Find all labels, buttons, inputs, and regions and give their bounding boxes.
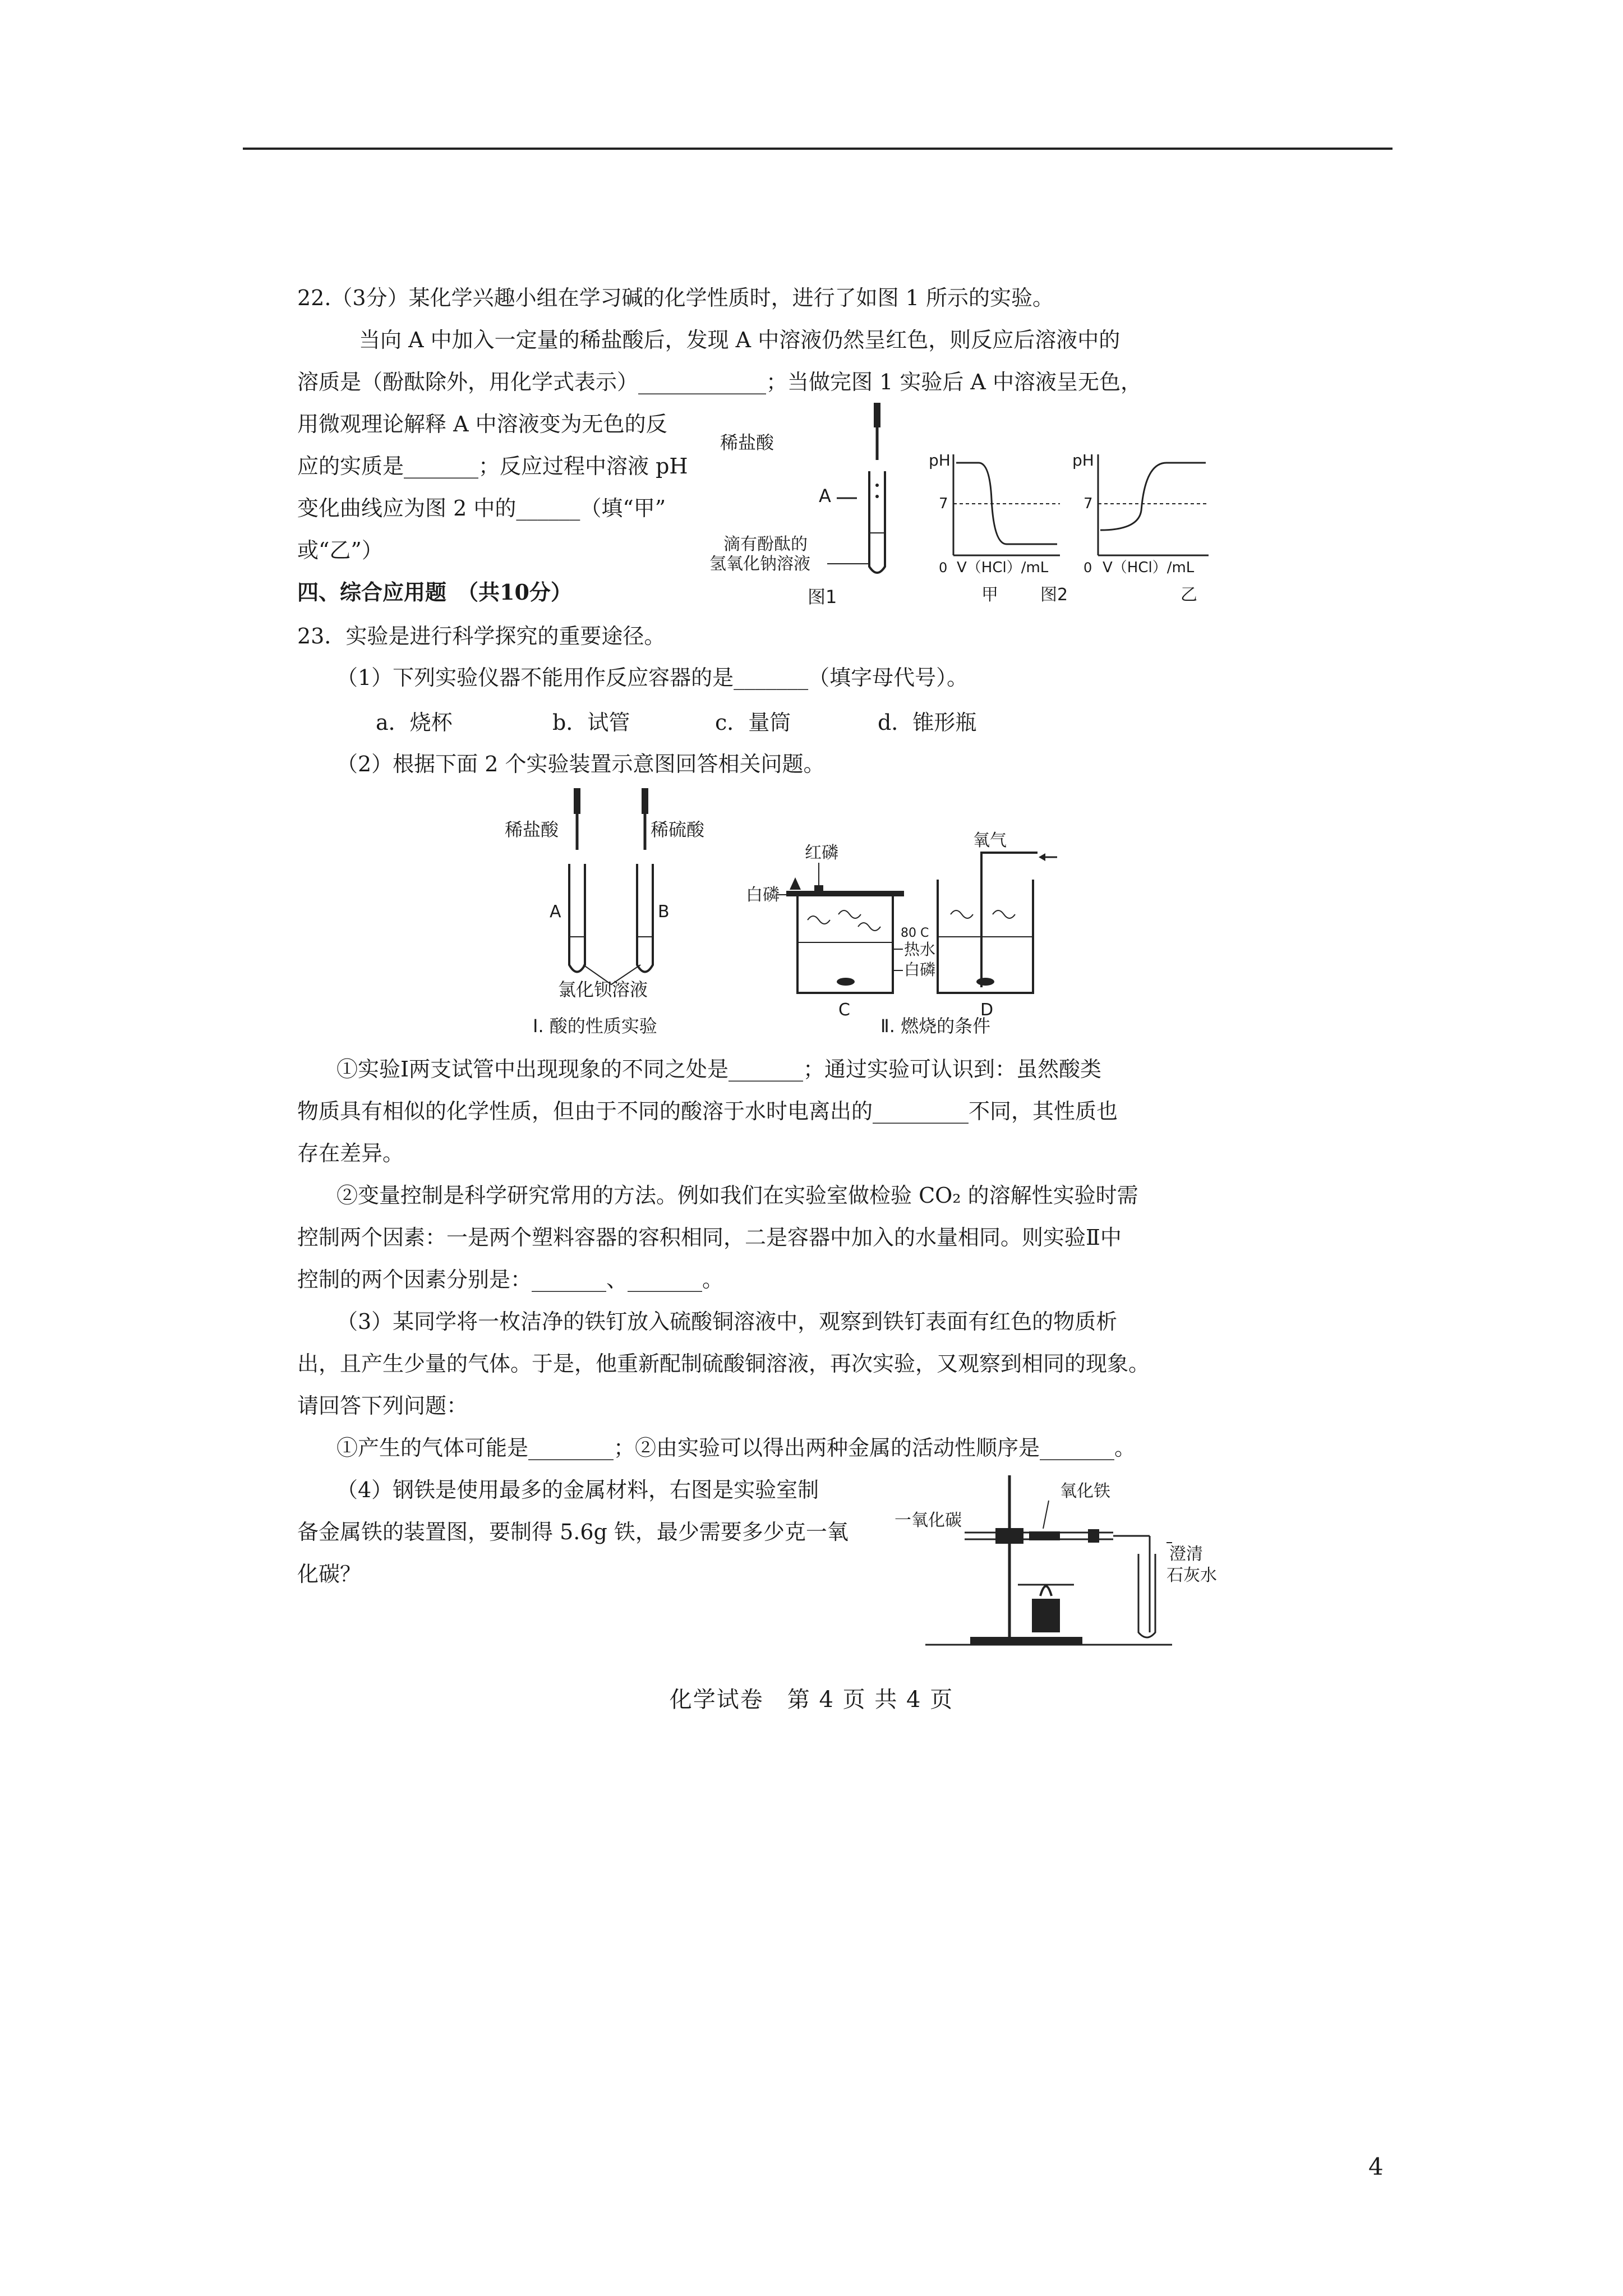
exp2-hot-water: 热水: [904, 940, 936, 959]
header-rule: [243, 148, 1393, 150]
q23-part-3-line-1: （3）某同学将一枚洁净的铁钉放入硫酸铜溶液中，观察到铁钉表面有红色的物质析: [336, 1309, 1118, 1334]
q23-part-1: （1）下列实验仪器不能用作反应容器的是_______（填字母代号）。: [336, 665, 969, 690]
exp1-acid-1: 稀盐酸: [505, 819, 559, 840]
q23-part-4-line-3: 化碳？: [297, 1562, 362, 1586]
q23-sub-2-line-2: 控制两个因素：一是两个塑料容器的容积相同，二是容器中加入的水量相同。则实验Ⅱ中: [297, 1225, 1122, 1250]
exp2-white-p-top-label: 白磷: [746, 885, 780, 905]
exp1-tube-a: [569, 864, 585, 972]
q23-part-2: （2）根据下面 2 个实验装置示意图回答相关问题。: [336, 752, 825, 776]
exp1-solution-label: 氯化钡溶液: [558, 979, 648, 1000]
exp2-oxygen-arrow-icon: [1039, 853, 1045, 861]
q22-line-6: 变化曲线应为图 2 中的______（填“甲”: [297, 496, 666, 521]
graph-b-ref: 7: [1083, 495, 1093, 512]
graph-a-ref: 7: [939, 495, 948, 512]
dropper-bulb: [874, 403, 880, 427]
figure-iron-apparatus: [892, 1470, 1217, 1649]
figure-2: [925, 438, 1217, 611]
limewater-tube: [1138, 1554, 1155, 1637]
page-footer: 化学试卷 第 4 页 共 4 页: [669, 1687, 954, 1713]
q23-sub-2-line-1: ②变量控制是科学研究常用的方法。例如我们在实验室做检验 CO₂ 的溶解性实验时需: [336, 1183, 1138, 1208]
q23-sub-1-line-1: ①实验Ⅰ两支试管中出现现象的不同之处是_______；通过实验可认识到：虽然酸类: [336, 1057, 1102, 1082]
q22-line-5: 应的实质是_______；反应过程中溶液 pH: [297, 454, 688, 478]
q23-sub-1-line-3: 存在差异。: [297, 1141, 404, 1166]
exp2-label-c: C: [838, 1000, 850, 1020]
q23-option-c: c．量筒: [715, 710, 791, 735]
figure-experiment-1: [494, 785, 729, 1038]
fig1-dropper-label: 稀盐酸: [720, 432, 774, 453]
exp2-oxygen-tube: [981, 853, 1038, 987]
exp1-tube-a-label: A: [550, 902, 561, 922]
iron-oxide-sample: [1029, 1531, 1060, 1540]
exp2-white-p-bottom: 白磷: [904, 960, 936, 979]
page-number: 4: [1368, 2153, 1384, 2180]
exp2-oxygen-label: 氧气: [973, 831, 1007, 850]
flame-icon: [1040, 1586, 1052, 1596]
alcohol-lamp: [1032, 1599, 1060, 1632]
exp1-tube-b-label: B: [658, 902, 670, 922]
q23-part-3-line-3: 请回答下列问题：: [297, 1393, 468, 1418]
co-label: 一氧化碳: [895, 1511, 962, 1530]
fig2-caption: 图2: [1040, 585, 1068, 605]
graph-b-curve: [1100, 463, 1206, 530]
q23-part-3-line-4: ①产生的气体可能是________；②由实验可以得出两种金属的活动性顺序是_______。: [336, 1435, 1136, 1460]
fig1-solution-label-1: 滴有酚酞的: [723, 535, 808, 554]
exp2-white-p-flame: [790, 877, 801, 890]
q23-option-a: a．烧杯: [376, 710, 453, 735]
q22-line-2: 当向 A 中加入一定量的稀盐酸后，发现 A 中溶液仍然呈红色，则反应后溶液中的: [359, 328, 1121, 352]
fig1-caption: 图1: [808, 586, 837, 608]
figure-1: [707, 398, 931, 611]
q22-line-7: 或“乙”）: [297, 538, 383, 563]
figure-experiment-2: [746, 830, 1066, 1038]
graph-b-origin: 0: [1083, 560, 1092, 576]
graph-a-label: 甲: [981, 585, 998, 605]
q22-line-1: 22.（3分）某化学兴趣小组在学习碱的化学性质时，进行了如图 1 所示的实验。: [297, 286, 1054, 310]
q23-option-d: d．锥形瓶: [878, 710, 977, 735]
limewater-label-1: 澄清: [1169, 1544, 1203, 1564]
exp1-caption: Ⅰ. 酸的性质实验: [533, 1015, 657, 1037]
fig1-solution-label-2: 氢氧化钠溶液: [709, 554, 810, 574]
iron-stand-base: [970, 1637, 1082, 1645]
exp2-temp: 80 C: [901, 926, 929, 940]
exp2-red-p: [814, 885, 823, 891]
q23-part-3-line-2: 出，且产生少量的气体。于是，他重新配制硫酸铜溶液，再次实验，又观察到相同的现象。: [297, 1351, 1150, 1376]
graph-b-x-axis: V（HCl）/mL: [1103, 559, 1195, 576]
section-4-title: 四、综合应用题 （共10分）: [297, 579, 572, 605]
q22-line-3: 溶质是（酚酞除外，用化学式表示）____________；当做完图 1 实验后 A 中溶液呈无色，: [297, 370, 1142, 394]
fig1-tube-label: A: [819, 485, 831, 507]
q22-line-4: 用微观理论解释 A 中溶液变为无色的反: [297, 412, 667, 436]
exp2-red-p-label: 红磷: [805, 843, 838, 863]
q23-option-b: b．试管: [552, 710, 630, 735]
iron-oxide-label: 氧化铁: [1060, 1481, 1110, 1501]
q23-part-4-line-1: （4）钢铁是使用最多的金属材料，右图是实验室制: [336, 1478, 819, 1502]
q23-intro: 23．实验是进行科学探究的重要途径。: [297, 624, 666, 648]
graph-a-origin: 0: [939, 560, 948, 576]
graph-b-label: 乙: [1181, 585, 1197, 605]
graph-a-x-axis: V（HCl）/mL: [957, 559, 1049, 576]
exp1-acid-2: 稀硫酸: [651, 819, 705, 840]
exp2-white-p-in-water-c: [837, 978, 855, 986]
q23-sub-1-line-2: 物质具有相似的化学性质，但由于不同的酸溶于水时电离出的_________不同，其性质也: [297, 1099, 1118, 1124]
graph-b-y-axis: pH: [1072, 451, 1094, 470]
exp2-copper-plate: [786, 891, 904, 896]
iron-clamp: [995, 1528, 1023, 1544]
exp2-white-p-in-water-d: [976, 978, 994, 986]
exp1-tube-b: [637, 864, 653, 972]
q23-sub-2-line-3: 控制的两个因素分别是：_______、_______。: [297, 1267, 724, 1292]
limewater-label-2: 石灰水: [1166, 1566, 1217, 1585]
exp2-label-d: D: [980, 1000, 994, 1020]
exp2-caption: Ⅱ. 燃烧的条件: [880, 1015, 991, 1037]
graph-a-y-axis: pH: [929, 451, 951, 470]
q23-part-4-line-2: 备金属铁的装置图，要制得 5.6g 铁，最少需要多少克一氧: [297, 1520, 849, 1544]
